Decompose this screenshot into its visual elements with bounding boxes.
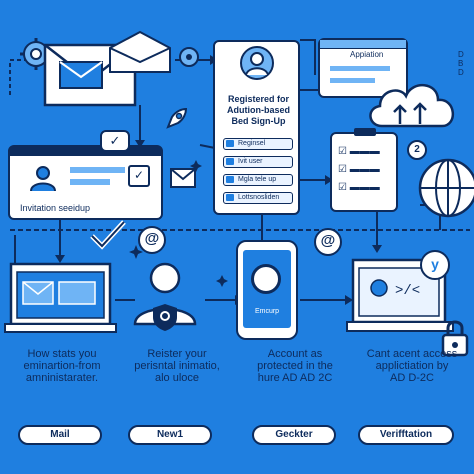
vertical-side-text: DBD [458,50,464,77]
rocket-icon [162,105,190,133]
screen-bar-1 [70,167,125,173]
caption-line: Account as [267,348,323,360]
registration-title-line-1: Registered for [227,94,289,104]
screen-topbar [10,147,161,156]
caption-line: eminartion-from [23,360,101,372]
caption-line: How stats you [27,348,97,360]
registration-field-label: Reginsel [238,140,266,147]
mail-button[interactable]: Mail [18,425,102,445]
registration-field-1[interactable] [223,138,293,150]
caption-line: hure AD AD 2C [257,372,333,384]
open-envelope-icon [105,30,175,75]
window-topbar [320,40,406,49]
registration-field-4[interactable] [223,192,293,204]
laptop-icon [3,262,118,337]
field-checkbox [226,176,234,183]
checklist-row: ☑ ▬▬▬ [338,146,380,157]
gear-icon [176,44,202,70]
registration-field-label: Lottsnosliden [238,194,280,201]
checklist-row: ☑ ▬▬▬ [338,164,380,175]
phone-label: Emcurp [254,308,280,315]
caption-line: applictiation by [375,360,449,372]
field-checkbox [226,194,234,201]
svg-text:>/<: >/< [395,283,421,299]
field-checkbox [226,140,234,147]
registration-title-line-2: Adution-based [227,105,290,115]
caption-line: perisntal inimatio, [134,360,220,372]
caption-line: amninistarater. [25,372,99,384]
screen-bar-2 [70,179,110,185]
verification-button[interactable]: Verifftation [358,425,454,445]
user-icon [240,46,274,80]
invitation-setup-screen [8,145,163,220]
caption-line: AD D-2C [389,372,434,384]
check-card: ✓ [100,130,130,152]
registration-title-line-3: Bed Sign-Up [231,116,286,126]
step-caption-2 [118,348,236,384]
step-caption-1 [2,348,122,384]
caption-line: Reister your [147,348,207,360]
registration-card [213,40,300,215]
step-number-badge: 2 [407,140,427,160]
y-badge: y [420,250,450,280]
registration-field-3[interactable] [223,174,293,186]
screen-label: Invitation seeidup [20,203,91,213]
application-label: Appiation [350,50,384,59]
phone-lens [251,264,281,294]
step-caption-3 [236,348,354,384]
globe-icon [416,156,474,220]
field-checkbox [226,158,234,165]
caption-line: alo uloce [154,372,200,384]
checklist-clip [354,128,376,136]
checklist-card [330,132,398,212]
checkmark-icon [88,218,128,252]
step-caption-4 [352,348,472,384]
envelope-icon [170,168,196,188]
caption-line: protected in the [257,360,333,372]
at-sign-icon: @ [314,228,342,256]
shield-icon [151,302,179,332]
new-button[interactable]: New1 [128,425,212,445]
registration-field-label: Mgla tele up [238,176,277,183]
screen-check-badge: ✓ [128,165,150,187]
checklist-row: ☑ ▬▬▬ [338,182,380,193]
registration-field-label: Ivit user [238,158,263,165]
registration-field-2[interactable] [223,156,293,168]
user-icon [28,163,58,193]
at-sign-icon: @ [138,226,166,254]
cloud-icon [362,68,462,138]
caption-line: Cant acent access [366,348,458,360]
gecker-button[interactable]: Geckter [252,425,336,445]
phone-icon [236,240,298,340]
